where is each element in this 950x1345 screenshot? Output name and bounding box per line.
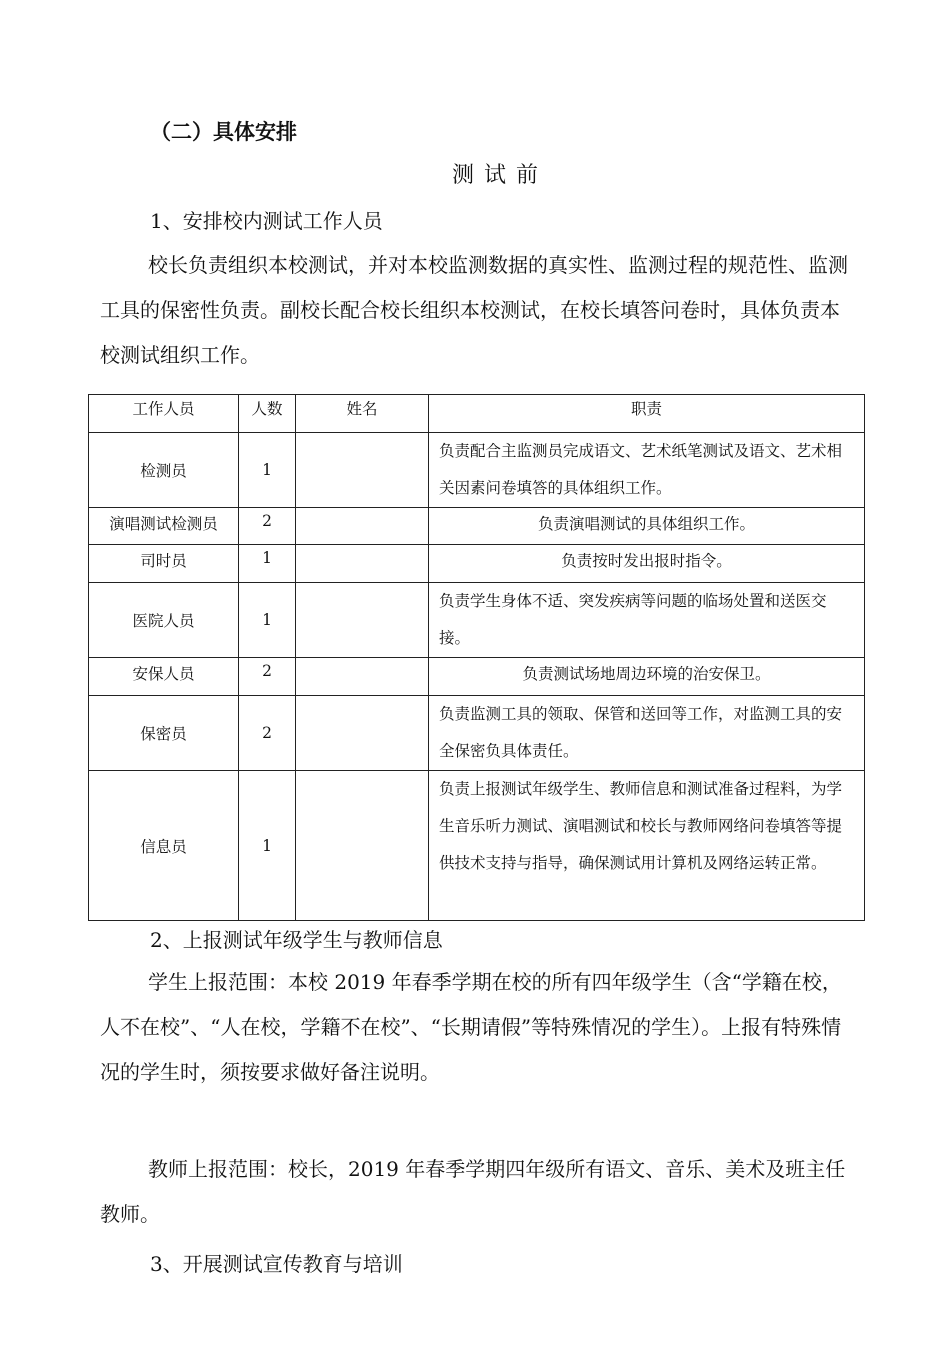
cell-duty: 负责测试场地周边环境的治安保卫。 — [429, 658, 865, 696]
cell-name — [296, 545, 429, 583]
cell-duty: 负责监测工具的领取、保管和送回等工作，对监测工具的安全保密负具体责任。 — [429, 696, 865, 771]
subheading: 测试前 — [451, 163, 548, 188]
cell-duty: 负责配合主监测员完成语文、艺术纸笔测试及语文、艺术相关因素问卷填答的具体组织工作。 — [429, 433, 865, 508]
table-row — [89, 583, 865, 658]
table-row — [89, 508, 865, 545]
table-row — [89, 658, 865, 696]
cell-count: 1 — [239, 583, 296, 658]
item3-title: 3、开展测试宣传教育与培训 — [150, 1252, 403, 1276]
section-heading: （二）具体安排 — [150, 120, 297, 144]
table-row — [89, 771, 865, 921]
cell-duty: 负责上报测试年级学生、教师信息和测试准备过程料，为学生音乐听力测试、演唱测试和校长与教师网络问卷填答等提供技术支持与指导，确保测试用计算机及网络运转正常。 — [429, 771, 865, 921]
cell-count: 2 — [239, 508, 296, 545]
cell-role: 信息员 — [89, 771, 239, 921]
item2-teachers-text: 教师上报范围：校长，2019 年春季学期四年级所有语文、音乐、美术及班主任教师。 — [100, 1157, 846, 1226]
cell-count: 1 — [239, 545, 296, 583]
cell-name — [296, 583, 429, 658]
cell-role: 医院人员 — [89, 583, 239, 658]
cell-name — [296, 658, 429, 696]
table-row — [89, 696, 865, 771]
header-name: 姓名 — [296, 395, 429, 433]
table-row — [89, 433, 865, 508]
item1-title: 1、安排校内测试工作人员 — [150, 209, 383, 233]
cell-role: 保密员 — [89, 696, 239, 771]
table-header-row — [89, 395, 865, 433]
item2-teachers — [100, 1147, 850, 1237]
cell-count: 2 — [239, 696, 296, 771]
item1-paragraph-text: 校长负责组织本校测试，并对本校监测数据的真实性、监测过程的规范性、监测工具的保密性负责。副校长配合校长组织本校测试，在校长填答问卷时，具体负责本校测试组织工作。 — [100, 253, 848, 367]
cell-role: 司时员 — [89, 545, 239, 583]
cell-name — [296, 696, 429, 771]
item2-students — [100, 960, 850, 1095]
item1-paragraph — [100, 243, 850, 378]
table-row — [89, 545, 865, 583]
header-duty: 职责 — [429, 395, 865, 433]
cell-count: 1 — [239, 771, 296, 921]
header-role: 工作人员 — [89, 395, 239, 433]
cell-duty: 负责按时发出报时指令。 — [429, 545, 865, 583]
cell-count: 1 — [239, 433, 296, 508]
cell-name — [296, 433, 429, 508]
item2-title: 2、上报测试年级学生与教师信息 — [150, 928, 443, 952]
cell-role: 检测员 — [89, 433, 239, 508]
item2-students-text: 学生上报范围：本校 2019 年春季学期在校的所有四年级学生（含“学籍在校，人不在校”、“人在校，学籍不在校”、“长期请假”等特殊情况的学生）。上报有特殊情况的学生时，须按要求做好备注说明。 — [100, 970, 842, 1084]
cell-role: 安保人员 — [89, 658, 239, 696]
cell-name — [296, 771, 429, 921]
header-count: 人数 — [239, 395, 296, 433]
staff-table — [88, 394, 865, 921]
cell-duty: 负责学生身体不适、突发疾病等问题的临场处置和送医交接。 — [429, 583, 865, 658]
cell-name — [296, 508, 429, 545]
cell-count: 2 — [239, 658, 296, 696]
cell-duty: 负责演唱测试的具体组织工作。 — [429, 508, 865, 545]
cell-role: 演唱测试检测员 — [89, 508, 239, 545]
